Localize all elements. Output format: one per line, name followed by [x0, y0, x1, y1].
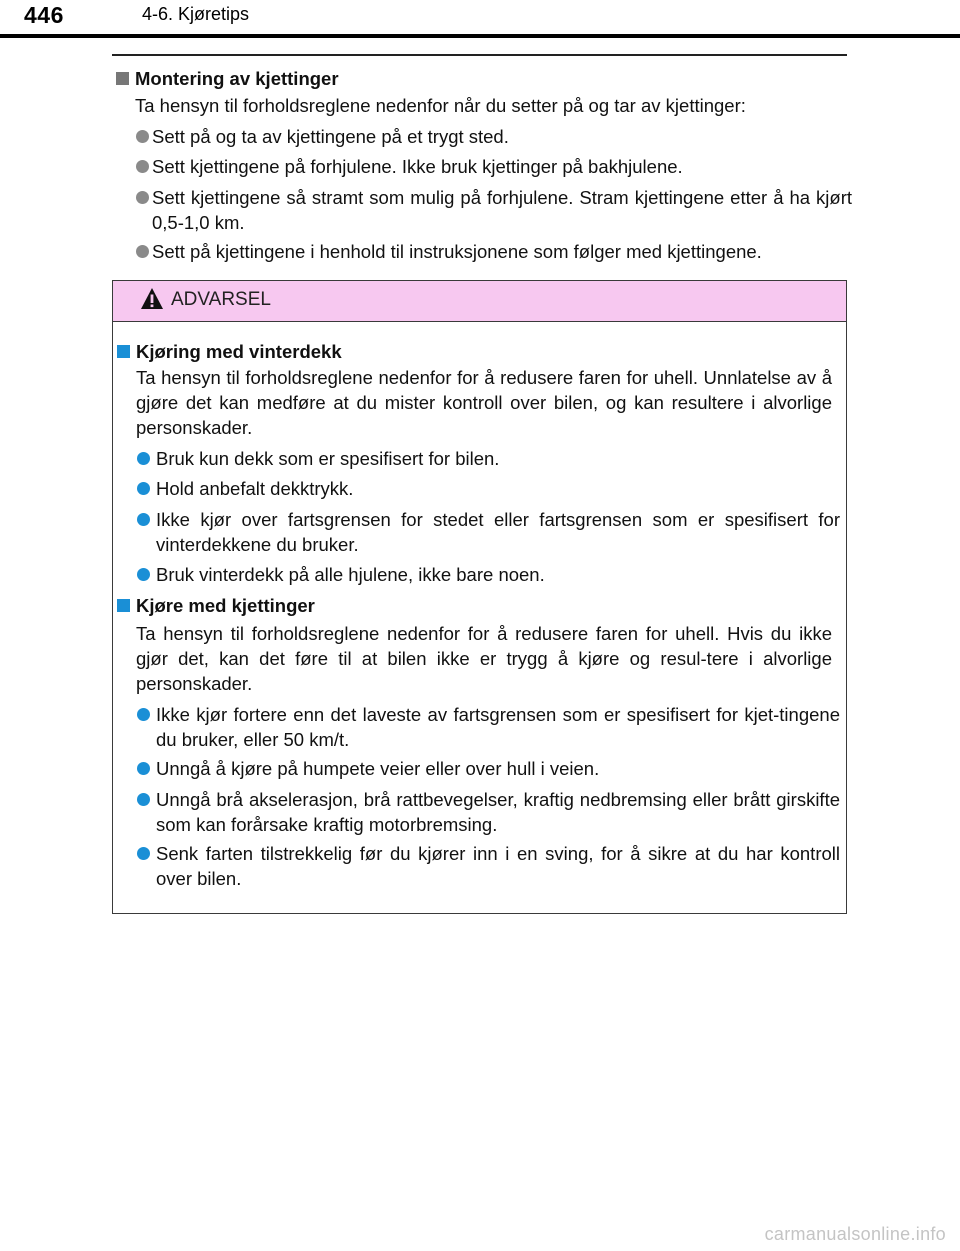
round-bullet-icon: [137, 513, 150, 526]
chains-driving-bullet: Ikke kjør fortere enn det laveste av fartsgrensen som er spesifisert for kjet-tingene du bruker, eller 50 km/t.: [156, 704, 840, 750]
winter-tires-heading-text: Kjøring med vinterdekk: [136, 341, 342, 362]
chains-heading: [116, 66, 836, 91]
chains-bullet: Sett på kjettingene i henhold til instruksjonene som følger med kjettingene.: [152, 241, 762, 262]
chains-bullet: Sett kjettingene så stramt som mulig på forhjulene. Stram kjettingene etter å ha kjørt 0,5-1,0 km.: [152, 187, 852, 233]
winter-tires-heading: [117, 339, 342, 364]
round-bullet-icon: [136, 191, 149, 204]
square-bullet-icon: [117, 599, 130, 612]
round-bullet-icon: [137, 762, 150, 775]
round-bullet-icon: [136, 245, 149, 258]
page-header: [0, 0, 960, 40]
chains-heading-text: Montering av kjettinger: [135, 68, 339, 89]
winter-tires-bullet: Hold anbefalt dekktrykk.: [156, 478, 354, 499]
header-rule: [0, 34, 960, 38]
round-bullet-icon: [137, 482, 150, 495]
round-bullet-icon: [136, 160, 149, 173]
square-bullet-icon: [117, 345, 130, 358]
section-title: 4-6. Kjøretips: [142, 4, 250, 24]
warning-header: [113, 281, 846, 322]
winter-tires-intro: Ta hensyn til forholdsreglene nedenfor for å redusere faren for uhell. Unnlatelse av å gjøre det kan medføre at du mister kontroll over bilen, og kan resultere i alvorlige personskader.: [136, 367, 832, 438]
round-bullet-icon: [136, 130, 149, 143]
round-bullet-icon: [137, 568, 150, 581]
chains-driving-bullet: Unngå brå akselerasjon, brå rattbevegelser, kraftig nedbremsing eller brått girskifte som kan forårsake kraftig motorbremsing.: [156, 789, 840, 835]
chains-driving-bullet: Senk farten tilstrekkelig før du kjører inn i en sving, for å sikre at du har kontroll over bilen.: [156, 843, 840, 889]
warning-triangle-icon: [140, 287, 164, 311]
chains-intro: Ta hensyn til forholdsreglene nedenfor når du setter på og tar av kjettinger:: [135, 95, 746, 116]
winter-tires-bullet: Bruk kun dekk som er spesifisert for bilen.: [156, 448, 500, 469]
chains-driving-bullet: Unngå å kjøre på humpete veier eller over hull i veien.: [156, 758, 600, 779]
watermark: carmanualsonline.info: [764, 1224, 946, 1244]
round-bullet-icon: [137, 708, 150, 721]
winter-tires-bullet: Ikke kjør over fartsgrensen for stedet eller fartsgrensen som er spesifisert for vinterdekkene du bruker.: [156, 509, 840, 555]
square-bullet-icon: [116, 72, 129, 85]
chains-bullet: Sett kjettingene på forhjulene. Ikke bruk kjettinger på bakhjulene.: [152, 156, 683, 177]
winter-tires-bullet: Bruk vinterdekk på alle hjulene, ikke bare noen.: [156, 564, 545, 585]
warning-title: ADVARSEL: [171, 289, 271, 310]
round-bullet-icon: [137, 847, 150, 860]
chains-driving-heading-text: Kjøre med kjettinger: [136, 595, 315, 616]
page-number: 446: [24, 2, 64, 28]
chains-driving-intro: Ta hensyn til forholdsreglene nedenfor for å redusere faren for uhell. Hvis du ikke gjør det, kan det føre til at bilen ikke er trygg å kjøre og resul-tere i alvorlige personskader.: [136, 623, 832, 694]
chains-bullet: Sett på og ta av kjettingene på et trygt sted.: [152, 126, 509, 147]
content-divider: [112, 54, 847, 56]
round-bullet-icon: [137, 793, 150, 806]
round-bullet-icon: [137, 452, 150, 465]
warning-box: [112, 280, 847, 914]
chains-driving-heading: [117, 593, 315, 618]
